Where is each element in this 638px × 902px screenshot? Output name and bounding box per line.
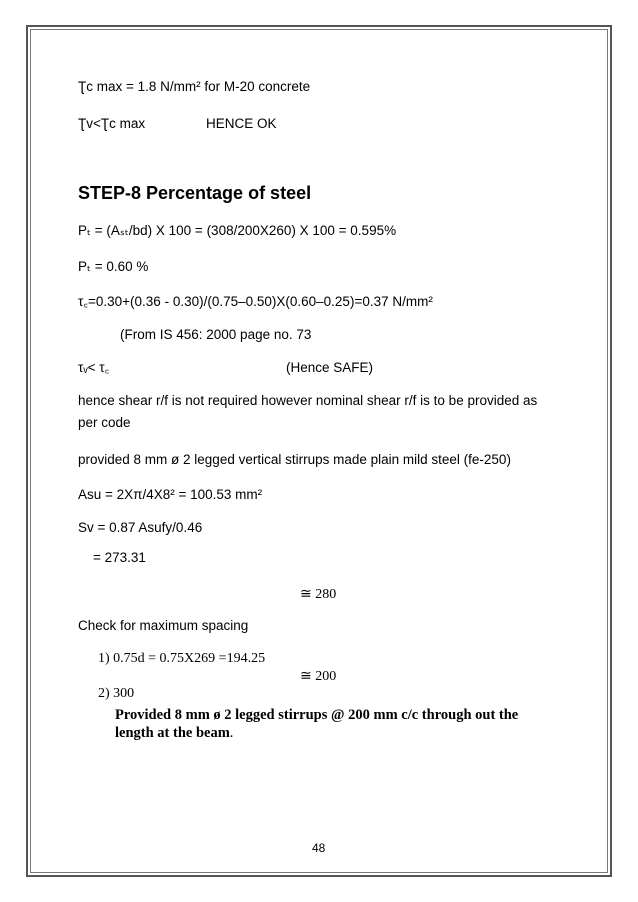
spacing-item-2: 2) 300 bbox=[98, 686, 135, 701]
tc-max-line: Ʈc max = 1.8 N/mm² for M-20 concrete bbox=[78, 79, 311, 94]
shear-note-line-2: per code bbox=[78, 415, 131, 430]
reference-line: (From IS 456: 2000 page no. 73 bbox=[120, 327, 312, 342]
check-spacing-line: Check for maximum spacing bbox=[78, 618, 249, 633]
final-provision-line-2 bbox=[115, 725, 233, 741]
final-provision-line-2-period: . bbox=[229, 725, 234, 741]
sv-formula-line: Sv = 0.87 Asufy/0.46 bbox=[78, 520, 203, 535]
asu-line: Asu = 2Xπ/4X8² = 100.53 mm² bbox=[78, 487, 263, 502]
pt-formula-line: Pₜ = (Aₛₜ/bd) X 100 = (308/200X260) X 100 = 0.595% bbox=[78, 223, 397, 238]
tv-lt-tc-line: Ʈv<Ʈc max bbox=[78, 116, 146, 131]
page-number: 48 bbox=[312, 841, 326, 855]
shear-note-line-1: hence shear r/f is not required however nominal shear r/f is to be provided as bbox=[78, 393, 538, 408]
spacing-item-1-approx: ≅ 200 bbox=[300, 669, 337, 684]
final-provision-line-2-text: length at the beam bbox=[115, 725, 230, 741]
page-border-inner bbox=[30, 29, 608, 873]
pt-value-line: Pₜ = 0.60 % bbox=[78, 259, 149, 274]
sv-value-line: = 273.31 bbox=[93, 550, 146, 565]
sv-approx-line: ≅ 280 bbox=[300, 587, 337, 602]
hence-ok-text: HENCE OK bbox=[206, 116, 277, 131]
final-provision-line-1: Provided 8 mm ø 2 legged stirrups @ 200 mm c/c through out the bbox=[115, 707, 519, 723]
tau-c-formula-line: τ꜀=0.30+(0.36 - 0.30)/(0.75–0.50)X(0.60–0.25)=0.37 N/mm² bbox=[78, 294, 433, 309]
hence-safe-text: (Hence SAFE) bbox=[286, 360, 374, 375]
spacing-item-1: 1) 0.75d = 0.75X269 =194.25 bbox=[98, 651, 266, 666]
step8-heading: STEP-8 Percentage of steel bbox=[78, 183, 312, 203]
stirrups-provided-line: provided 8 mm ø 2 legged vertical stirrups made plain mild steel (fe-250) bbox=[78, 452, 511, 467]
tau-v-lt-tau-c: τᵥ< τ꜀ bbox=[78, 360, 110, 375]
